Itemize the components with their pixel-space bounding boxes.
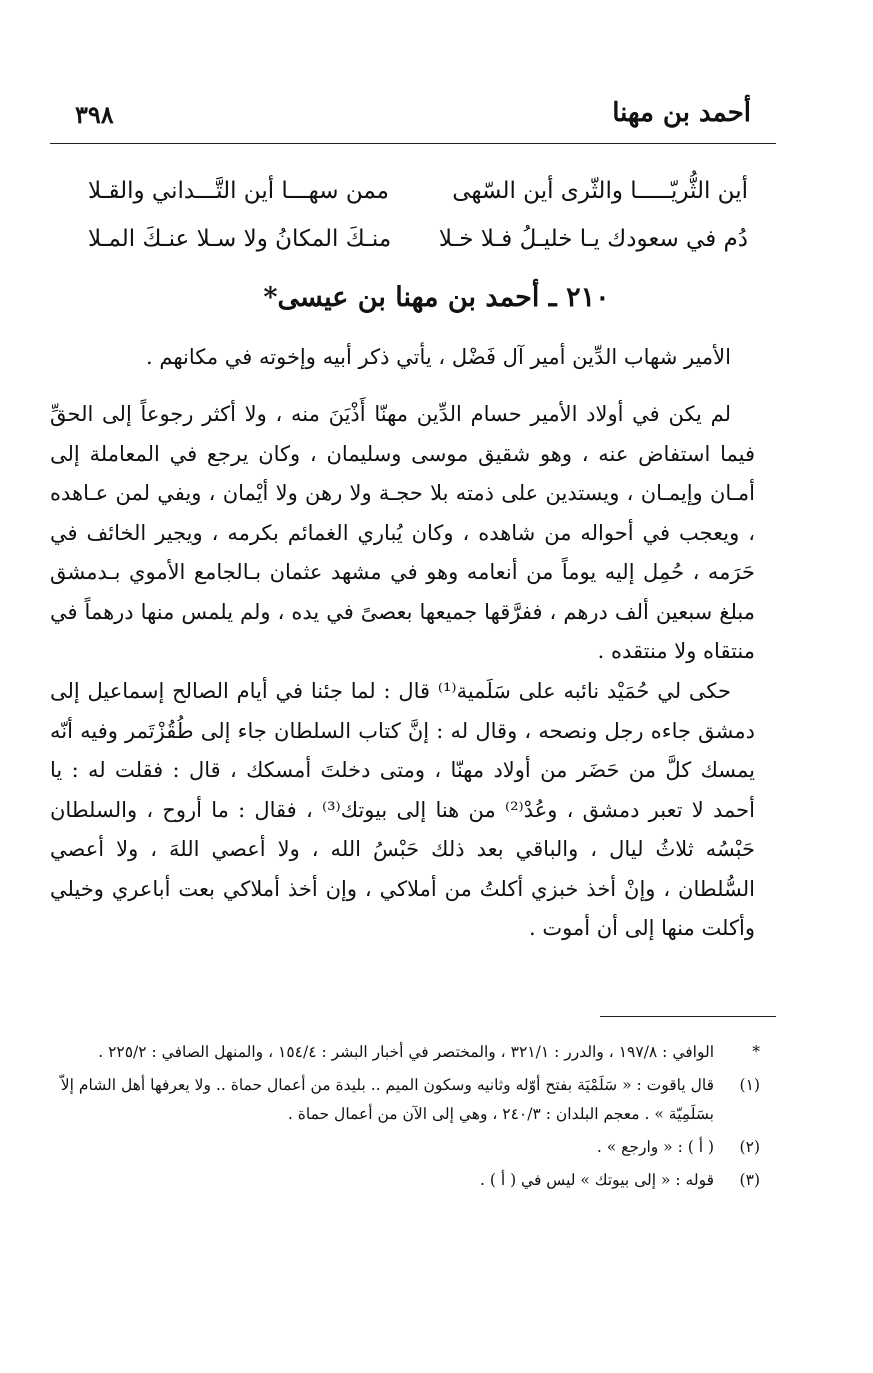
footnote-text: قوله : « إلى بيوتك » ليس في ( أ ) . [480, 1171, 714, 1189]
entry-title: ٢١٠ ـ أحمد بن مهنا بن عيسى* [263, 282, 610, 313]
footnote-text: ( أ ) : « وارجع » . [596, 1138, 714, 1156]
hemistich-first: أين الثُّريّـــــا والثّرى أين السّهى [452, 178, 748, 204]
footnotes [55, 1038, 760, 1199]
running-title: أحمد بن مهنا [612, 98, 751, 128]
hemistich-second: منـكَ المكانُ ولا سـلا عنـكَ المـلا [88, 226, 392, 252]
paragraph [50, 672, 755, 949]
footnote [55, 1038, 760, 1067]
header-rule [50, 143, 776, 144]
paragraph [50, 395, 755, 672]
verse [88, 178, 748, 226]
footnote-mark: (٣) [739, 1171, 760, 1189]
entry-intro [50, 338, 755, 378]
footnote-text: قال ياقوت : « سَلَمْيَة بفتح أوّله وثانيه وسكون الميم .. بليدة من أعمال حماة .. ولا يعرفها أهل الشام إلاّ بسَلَمِيّة » . معجم البلدان : ٢٤٠/٣ ، وهي إلى الآن من أعمال حماة . [60, 1076, 714, 1123]
footnote-rule [600, 1016, 776, 1017]
verse [88, 226, 748, 274]
footnote-mark: * [752, 1043, 760, 1061]
footnote-mark: (١) [739, 1076, 760, 1094]
intro-text: الأمير شهاب الدِّين أمير آل فَضْل ، يأتي ذكر أبيه وإخوته في مكانهم . [146, 345, 731, 369]
page-number: ٣٩٨ [75, 100, 114, 129]
footnote [55, 1071, 760, 1129]
footnote [55, 1133, 760, 1162]
page-header [75, 98, 751, 142]
footnote [55, 1166, 760, 1195]
hemistich-first: دُم في سعودك يـا خليـلُ فـلا خـلا [438, 226, 748, 252]
hemistich-second: ممن سهـــا أين التَّـــداني والقـلا [88, 178, 389, 204]
footnote-mark: (٢) [739, 1138, 760, 1156]
paragraph-text: حكى لي حُمَيْد نائبه على سَلَمية⁽¹⁾ قال : لما جئنا في أيام الصالح إسماعيل إلى دمشق جاءه رجل ونصحه ، وقال له : إنَّ كتاب السلطان جاء إلى طُقُزْتَمر وفيه أنّه يمسك كلَّ من حَضَر من أولاد مهنّا ، ومتى دخلتَ أمسكك ، قال : فقلت له : يا أحمد لا تعبر دمشق ، وعُدْ⁽²⁾ من هنا إلى بيوتك⁽³⁾ ، فقال : ما أروح ، والسلطان حَبْسُه ثلاثُ ليال ، والباقي بعد ذلك حَبْسُ الله ، ولا أعصي اللهَ ، ولا أعصي السُّلطان ، وإنْ أخذ خبزي أكلتُ من أملاكي ، وإن أخذ أملاكي بعت أباعري وخيلي وأكلت منها إلى أن أموت . [50, 679, 755, 940]
paragraph-text: لم يكن في أولاد الأمير حسام الدِّين مهنّا أَذْيَنَ منه ، ولا أكثر رجوعاً إلى الحقِّ فيما استفاض عنه ، وهو شقيق موسى وسليمان ، وكان يرجع في المعاملة إلى أمـان وإيمـان ، ويستدين على ذمته بلا حجـة ولا رهن ولا أيْمان ، ويفي لمن عـاهده ، ويعجب في أحواله من شاهده ، وكان يُباري الغمائم بكرمه ، ويجير الخائف في حَرَمه ، حُمِل إليه يوماً من أنعامه وهو في مشهد عثمان بـالجامع الأموي بـدمشق مبلغ سبعين ألف درهم ، ففرَّقها جميعها بعصىً في يده ، ولم يلمس منها درهماً في منتقاه ولا منتقده . [50, 402, 755, 663]
poem [88, 178, 748, 274]
footnote-text: الوافي : ١٩٧/٨ ، والدرر : ٣٢١/١ ، والمختصر في أخبار البشر : ١٥٤/٤ ، والمنهل الصافي : ٢٢٥/٢ . [98, 1043, 714, 1061]
